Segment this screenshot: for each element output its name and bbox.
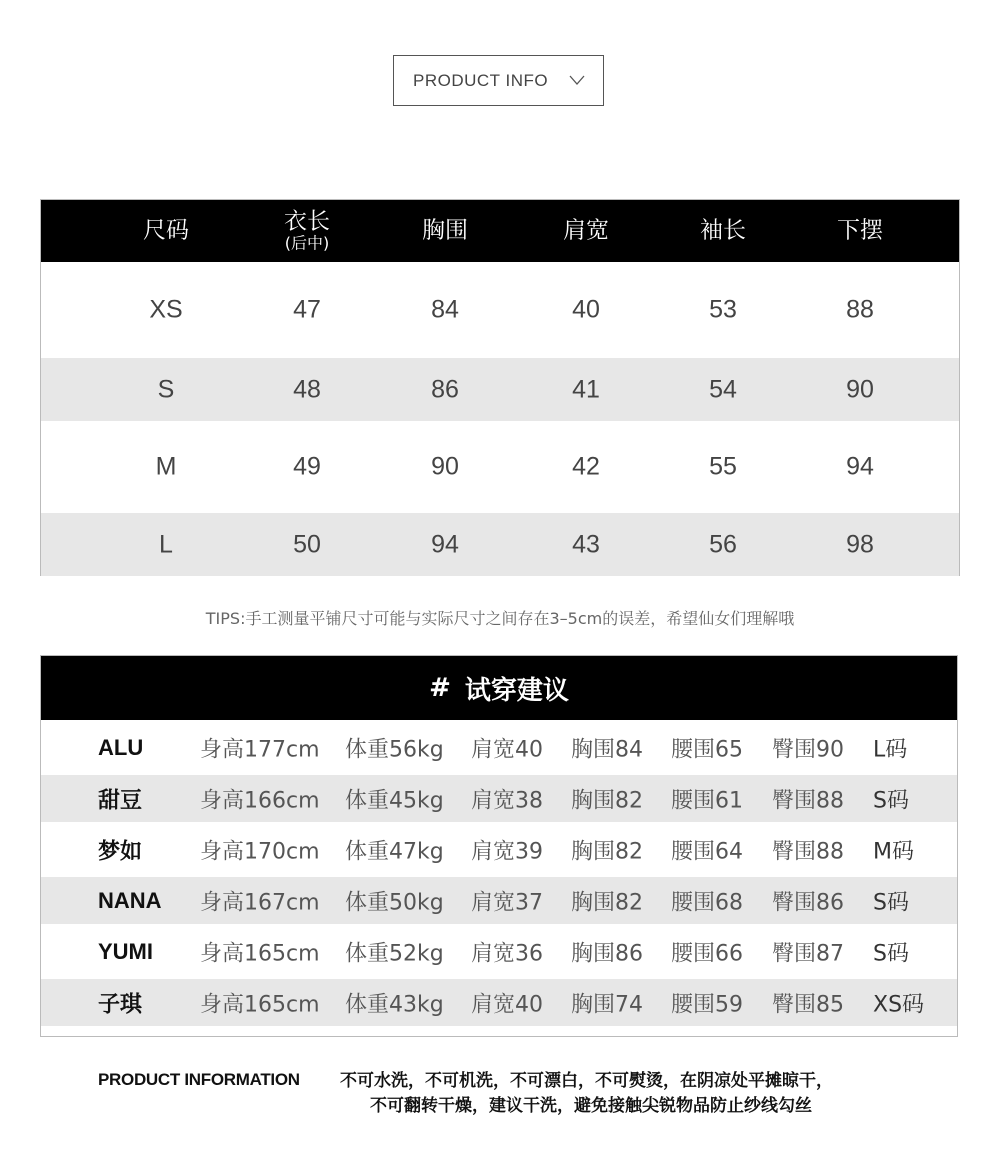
size-cell: 86: [431, 375, 459, 403]
size-header-label: 胸围: [422, 217, 468, 244]
size-row: [41, 262, 959, 358]
hash-symbol: #: [429, 673, 451, 703]
size-cell: 50: [293, 530, 321, 558]
size-header-cell: [700, 217, 746, 244]
measurement: 肩宽36: [471, 941, 543, 966]
care-line-2: 不可翻转干燥，建议干洗，避免接触尖锐物品防止纱线勾丝: [370, 1096, 812, 1116]
measurement: 胸围82: [571, 788, 643, 813]
measurement: 身高170cm: [200, 839, 320, 864]
try-on-row: [41, 924, 957, 979]
measurement: 腰围65: [671, 737, 743, 762]
size-table: [40, 199, 960, 576]
size-cell: 98: [846, 530, 874, 558]
size-cell: 42: [572, 452, 600, 481]
measurement: 腰围61: [671, 788, 743, 813]
size-row: [41, 421, 959, 513]
recommended-size: L码: [873, 737, 908, 762]
measurement: 腰围68: [671, 890, 743, 915]
measurement: 肩宽37: [471, 890, 543, 915]
recommended-size: S码: [873, 941, 909, 966]
size-cell: 47: [293, 295, 321, 324]
size-cell: 55: [709, 452, 737, 481]
size-header-label: 下摆: [837, 217, 883, 244]
measurement: 体重52kg: [345, 941, 444, 966]
care-line-1: 不可水洗，不可机洗，不可漂白，不可熨烫，在阴凉处平摊晾干，: [340, 1071, 833, 1091]
size-cell: 90: [431, 452, 459, 481]
recommended-size: M码: [873, 839, 914, 864]
measurement-tips: TIPS:手工测量平铺尺寸可能与实际尺寸之间存在3–5cm的误差，希望仙女们理解哦: [205, 609, 795, 628]
size-cell: 90: [846, 375, 874, 403]
product-information-label: PRODUCT INFORMATION: [98, 1070, 300, 1089]
model-name: 梦如: [98, 838, 143, 863]
model-name: 甜豆: [98, 787, 143, 812]
care-instructions: [340, 1069, 900, 1119]
model-name: ALU: [98, 734, 144, 760]
chevron-down-icon: [569, 72, 585, 89]
size-header-label: 衣长: [284, 208, 330, 235]
model-name: YUMI: [98, 938, 153, 964]
measurement: 胸围82: [571, 839, 643, 864]
size-cell: 53: [709, 295, 737, 324]
size-header-cell: [837, 217, 883, 244]
size-row: [41, 358, 959, 421]
measurement: 体重45kg: [345, 788, 444, 813]
size-cell: 84: [431, 295, 459, 324]
measurement: 胸围86: [571, 941, 643, 966]
size-header-cell: [563, 217, 609, 244]
size-cell: XS: [149, 295, 183, 324]
measurement: 体重50kg: [345, 890, 444, 915]
size-table-header: [41, 200, 959, 262]
try-on-row: [41, 720, 957, 775]
recommended-size: S码: [873, 788, 909, 813]
product-info-button[interactable]: [393, 55, 604, 106]
measurement: 胸围84: [571, 737, 643, 762]
try-on-table: [40, 655, 958, 1037]
measurement: 身高166cm: [200, 788, 320, 813]
measurement: 肩宽38: [471, 788, 543, 813]
size-cell: 56: [709, 530, 737, 558]
size-cell: L: [159, 530, 173, 558]
measurement: 肩宽40: [471, 992, 543, 1017]
size-cell: 49: [293, 452, 321, 481]
recommended-size: S码: [873, 890, 909, 915]
size-cell: 94: [846, 452, 874, 481]
size-cell: 54: [709, 375, 737, 403]
size-header-label: 袖长: [700, 217, 746, 244]
size-cell: 94: [431, 530, 459, 558]
size-header-sublabel: (后中): [284, 233, 330, 253]
measurement: 体重56kg: [345, 737, 444, 762]
measurement: 肩宽40: [471, 737, 543, 762]
measurement: 臀围85: [772, 992, 844, 1017]
size-row: [41, 513, 959, 576]
measurement: 臀围88: [772, 788, 844, 813]
size-header-label: 尺码: [143, 217, 189, 244]
size-cell: M: [155, 452, 177, 481]
size-cell: 88: [846, 295, 874, 324]
measurement: 身高167cm: [200, 890, 320, 915]
size-cell: 48: [293, 375, 321, 403]
size-cell: S: [157, 375, 175, 403]
product-info-label: PRODUCT INFO: [413, 70, 549, 90]
try-on-row: [41, 775, 957, 822]
try-on-header: [41, 656, 957, 720]
try-on-row: [41, 822, 957, 877]
size-cell: 40: [572, 295, 600, 324]
size-cell: 41: [572, 375, 600, 403]
size-header-cell: [284, 208, 330, 253]
measurement: 体重43kg: [345, 992, 444, 1017]
measurement: 臀围86: [772, 890, 844, 915]
try-on-row: [41, 877, 957, 924]
measurement: 体重47kg: [345, 839, 444, 864]
measurement: 臀围87: [772, 941, 844, 966]
try-on-title: 试穿建议: [464, 675, 569, 706]
measurement: 腰围66: [671, 941, 743, 966]
measurement: 肩宽39: [471, 839, 543, 864]
model-name: 子琪: [98, 991, 143, 1016]
measurement: 身高165cm: [200, 941, 320, 966]
recommended-size: XS码: [873, 992, 925, 1017]
model-name: NANA: [98, 887, 162, 913]
size-header-label: 肩宽: [563, 217, 609, 244]
measurement: 胸围74: [571, 992, 643, 1017]
measurement: 腰围64: [671, 839, 743, 864]
measurement: 臀围90: [772, 737, 844, 762]
measurement: 臀围88: [772, 839, 844, 864]
measurement: 胸围82: [571, 890, 643, 915]
size-header-cell: [422, 217, 468, 244]
measurement: 腰围59: [671, 992, 743, 1017]
size-cell: 43: [572, 530, 600, 558]
size-header-cell: [143, 217, 189, 244]
measurement: 身高177cm: [200, 737, 320, 762]
try-on-row: [41, 979, 957, 1026]
measurement: 身高165cm: [200, 992, 320, 1017]
